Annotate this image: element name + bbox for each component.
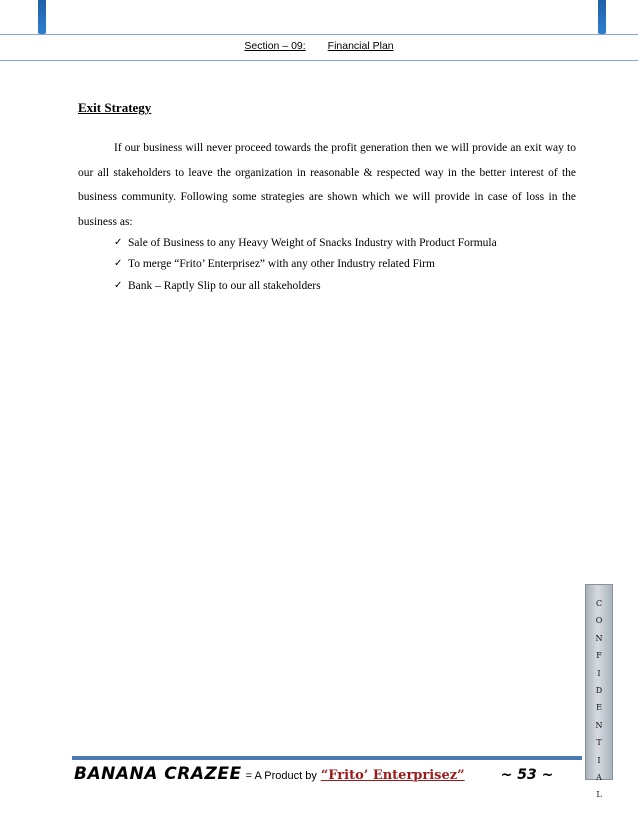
page-number: ~ 53 ~ [500, 767, 554, 783]
sidebar-letter: D [595, 685, 603, 695]
section-title: Financial Plan [327, 40, 394, 52]
footer-tagline: = A Product by [245, 770, 317, 782]
company-name: “Frito’ Enterprisez” [320, 768, 465, 783]
list-item [114, 254, 574, 276]
sidebar-letter: T [596, 738, 602, 748]
list-item-text: Sale of Business to any Heavy Weight of Snacks Industry with Product Formula [128, 236, 497, 249]
footer-rule [72, 756, 582, 760]
list-item-text: Bank – Raptly Slip to our all stakeholders [128, 279, 321, 292]
header-rule [0, 60, 638, 61]
sidebar-letter: N [595, 720, 603, 730]
top-rule [0, 34, 638, 35]
section-label: Section – 09: [244, 40, 306, 52]
sidebar-letter: O [595, 616, 603, 626]
section-heading: Exit Strategy [78, 100, 152, 115]
sidebar-letter: F [596, 651, 602, 661]
strategy-list [114, 232, 574, 297]
sidebar-letter: L [596, 790, 602, 800]
sidebar-letter: E [596, 703, 602, 713]
checkmark-icon: ✓ [114, 236, 123, 248]
sidebar-letter: I [597, 668, 601, 678]
confidential-sidebar [585, 584, 613, 800]
sidebar-letter: C [595, 599, 603, 608]
page-footer [74, 764, 584, 788]
body-paragraph: If our business will never proceed towards the profit generation then we will provide an exit way to our all stakeholders to leave the organization in reasonable & respected way in the better interest of the business community. Following some strategies are shown which we will provide in case of loss in the business as: [78, 142, 576, 228]
top-right-tab [598, 0, 606, 34]
checkmark-icon: ✓ [114, 258, 123, 270]
page-header [0, 40, 638, 58]
sidebar-letter: A [596, 772, 602, 782]
sidebar-letter: I [597, 755, 601, 765]
list-item [114, 275, 574, 297]
list-item-text: To merge “Frito’ Enterprisez” with any other Industry related Firm [128, 258, 435, 271]
top-border [0, 0, 638, 36]
list-item [114, 232, 574, 254]
top-left-tab [38, 0, 46, 34]
brand-name: BANANA CRAZEE [74, 764, 242, 784]
checkmark-icon: ✓ [114, 279, 123, 291]
sidebar-letter: N [595, 633, 603, 643]
